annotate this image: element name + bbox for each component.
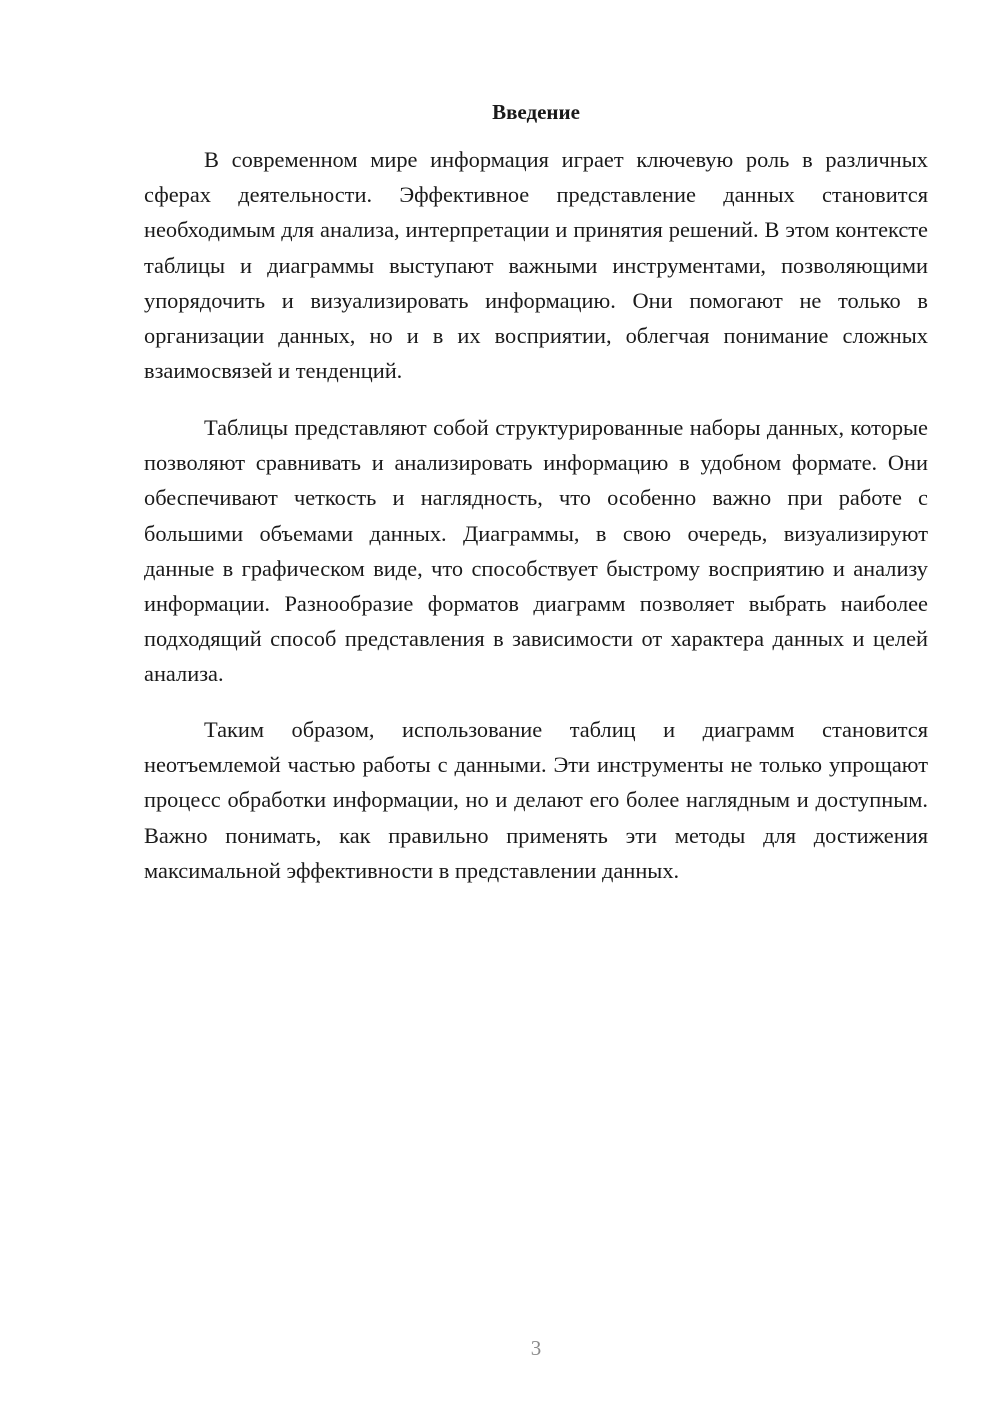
page-number: 3	[530, 1336, 542, 1360]
paragraph-3: Таким образом, использование таблиц и диаграмм становится неотъемлемой частью работы с данными. Эти инструменты не только упрощают процесс обработки информации, но и делают его более наглядным и доступным. Важно понимать, как правильно применять эти методы для достижения максимальной эффективности в представлении данных.	[144, 717, 928, 883]
paragraph-2: Таблицы представляют собой структурированные наборы данных, которые позволяют сравнивать и анализировать информацию в удобном формате. Они обеспечивают четкость и наглядность, что особенно важно при работе с большими объемами данных. Диаграммы, в свою очередь, визуализируют данные в графическом виде, что способствует быстрому восприятию и анализу информации. Разнообразие форматов диаграмм позволяет выбрать наиболее подходящий способ представления в зависимости от характера данных и целей анализа.	[144, 415, 928, 687]
paragraph-1: В современном мире информация играет ключевую роль в различных сферах деятельности. Эффективное представление данных становится необходимым для анализа, интерпретации и принятия решений. В этом контексте таблицы и диаграммы выступают важными инструментами, позволяющими упорядочить и визуализировать информацию. Они помогают не только в организации данных, но и в их восприятии, облегчая понимание сложных взаимосвязей и тенденций.	[144, 147, 928, 384]
section-heading: Введение	[492, 100, 580, 124]
